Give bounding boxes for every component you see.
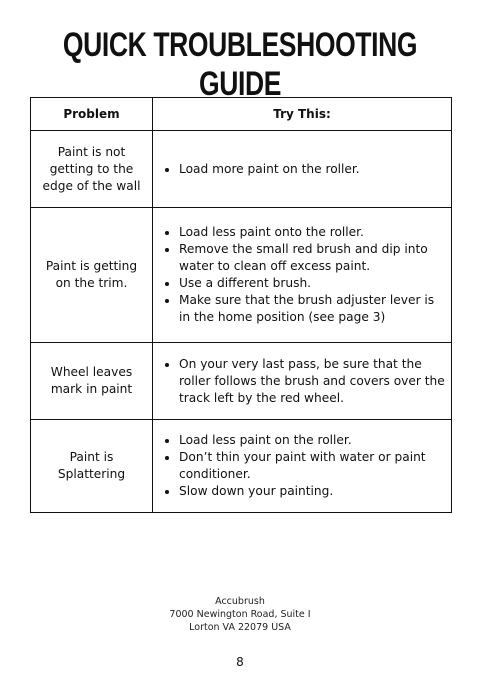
tips-list <box>161 224 445 326</box>
solution-cell <box>153 131 452 208</box>
tips-list <box>161 432 445 500</box>
tips-list <box>161 356 445 407</box>
tip-item: • Use a different brush. <box>179 275 445 292</box>
table-row <box>31 131 452 208</box>
problem-column-header: Problem <box>31 98 153 131</box>
table-row <box>31 208 452 343</box>
company-address <box>0 595 480 634</box>
tip-item: • Slow down your painting. <box>179 483 445 500</box>
tip-item: • Make sure that the brush adjuster lever is in the home position (see page 3) <box>179 292 445 326</box>
solution-cell <box>153 208 452 343</box>
try-this-column-header: Try This: <box>153 98 452 131</box>
troubleshooting-table <box>30 97 452 513</box>
tip-item: • Load more paint on the roller. <box>179 161 445 178</box>
company-name: Accubrush <box>215 596 265 607</box>
solution-cell <box>153 343 452 420</box>
tip-item: • Don’t thin your paint with water or paint conditioner. <box>179 449 445 483</box>
tips-list <box>161 161 445 178</box>
problem-cell: Paint is not getting to the edge of the wall <box>31 131 153 208</box>
problem-cell: Wheel leaves mark in paint <box>31 343 153 420</box>
tip-item: • Load less paint on the roller. <box>179 432 445 449</box>
tip-item: • On your very last pass, be sure that the roller follows the brush and covers over the track left by the red wheel. <box>179 356 445 407</box>
tip-item: • Load less paint onto the roller. <box>179 224 445 241</box>
address-line-1: 7000 Newington Road, Suite I <box>169 609 311 620</box>
address-line-2: Lorton VA 22079 USA <box>189 622 291 633</box>
problem-cell: Paint is Splattering <box>31 420 153 513</box>
table-row <box>31 420 452 513</box>
tip-item: • Remove the small red brush and dip into water to clean off excess paint. <box>179 241 445 275</box>
table-row <box>31 343 452 420</box>
page-number: 8 <box>236 655 244 669</box>
problem-cell: Paint is getting on the trim. <box>31 208 153 343</box>
solution-cell <box>153 420 452 513</box>
table-header-row <box>31 98 452 131</box>
page-title: QUICK TROUBLESHOOTING GUIDE <box>62 26 418 103</box>
